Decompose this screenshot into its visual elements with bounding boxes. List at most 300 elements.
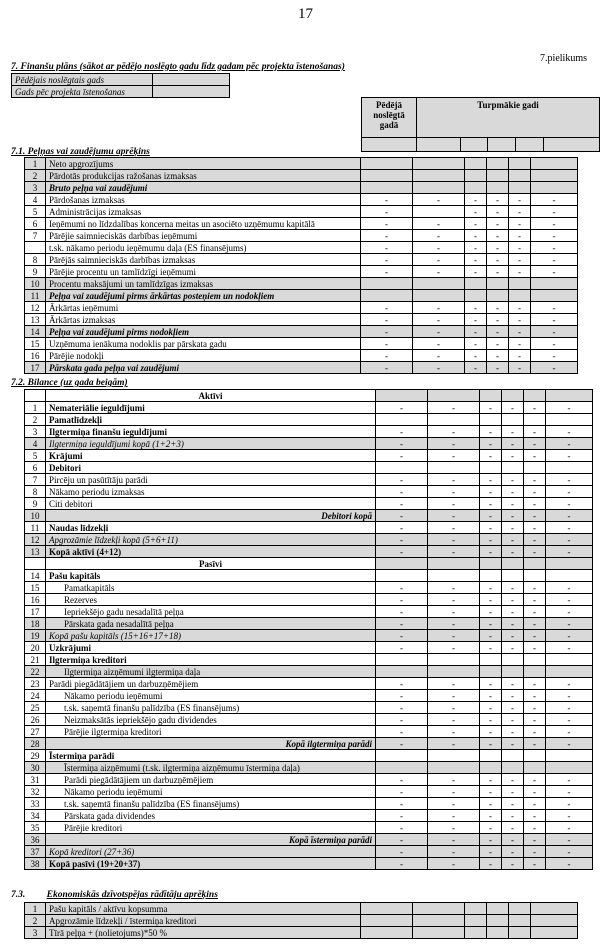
value-cell[interactable] (376, 414, 428, 426)
value-cell[interactable] (524, 570, 546, 582)
value-cell[interactable]: - (546, 522, 593, 534)
value-cell[interactable]: - (428, 450, 480, 462)
value-cell[interactable] (487, 170, 509, 182)
value-cell[interactable]: - (428, 846, 480, 858)
value-cell[interactable] (509, 182, 531, 194)
value-cell[interactable]: - (502, 474, 524, 486)
value-cell[interactable]: - (487, 242, 509, 254)
value-cell[interactable] (509, 927, 531, 939)
value-cell[interactable]: - (413, 218, 465, 230)
value-cell[interactable]: - (428, 714, 480, 726)
value-cell[interactable]: - (376, 738, 428, 750)
value-cell[interactable]: - (524, 630, 546, 642)
value-cell[interactable] (465, 182, 487, 194)
value-cell[interactable]: - (502, 786, 524, 798)
value-cell[interactable]: - (546, 546, 593, 558)
value-cell[interactable] (361, 158, 413, 170)
value-cell[interactable]: - (428, 510, 480, 522)
value-cell[interactable]: - (502, 834, 524, 846)
value-cell[interactable]: - (413, 194, 465, 206)
value-cell[interactable]: - (509, 254, 531, 266)
value-cell[interactable]: - (480, 714, 502, 726)
value-cell[interactable]: - (376, 582, 428, 594)
value-cell[interactable]: - (480, 498, 502, 510)
value-cell[interactable]: - (465, 326, 487, 338)
value-cell[interactable]: - (509, 314, 531, 326)
value-cell[interactable]: - (480, 810, 502, 822)
value-cell[interactable] (428, 462, 480, 474)
value-cell[interactable]: - (376, 426, 428, 438)
value-cell[interactable]: - (502, 486, 524, 498)
value-cell[interactable]: - (524, 474, 546, 486)
value-cell[interactable]: - (376, 690, 428, 702)
value-cell[interactable]: - (376, 450, 428, 462)
value-cell[interactable] (376, 762, 428, 774)
value-cell[interactable] (487, 903, 509, 915)
value-cell[interactable]: - (524, 858, 546, 870)
value-cell[interactable]: - (524, 810, 546, 822)
value-cell[interactable] (502, 762, 524, 774)
value-cell[interactable]: - (465, 254, 487, 266)
value-cell[interactable]: - (524, 594, 546, 606)
value-cell[interactable]: - (487, 338, 509, 350)
value-cell[interactable]: - (428, 786, 480, 798)
value-cell[interactable] (524, 654, 546, 666)
value-cell[interactable] (376, 666, 428, 678)
value-cell[interactable]: - (376, 822, 428, 834)
value-cell[interactable]: - (361, 326, 413, 338)
value-cell[interactable]: - (428, 618, 480, 630)
value-cell[interactable]: - (428, 498, 480, 510)
value-cell[interactable]: - (428, 834, 480, 846)
value-cell[interactable] (428, 666, 480, 678)
value-cell[interactable]: - (428, 606, 480, 618)
value-cell[interactable]: - (480, 858, 502, 870)
value-cell[interactable]: - (428, 702, 480, 714)
value-cell[interactable]: - (480, 846, 502, 858)
value-cell[interactable] (480, 750, 502, 762)
value-cell[interactable]: - (428, 522, 480, 534)
value-cell[interactable]: - (509, 206, 531, 218)
value-cell[interactable]: - (546, 798, 593, 810)
value-cell[interactable] (376, 570, 428, 582)
value-cell[interactable]: - (524, 690, 546, 702)
value-cell[interactable] (487, 278, 509, 290)
value-cell[interactable]: - (509, 302, 531, 314)
value-cell[interactable]: - (361, 230, 413, 242)
value-cell[interactable]: - (428, 774, 480, 786)
value-cell[interactable]: - (487, 254, 509, 266)
value-cell[interactable]: - (531, 230, 578, 242)
value-cell[interactable] (413, 927, 465, 939)
value-cell[interactable] (487, 158, 509, 170)
value-cell[interactable]: - (480, 702, 502, 714)
value-cell[interactable]: - (531, 362, 578, 374)
value-cell[interactable]: - (413, 266, 465, 278)
value-cell[interactable]: - (361, 302, 413, 314)
value-cell[interactable] (428, 762, 480, 774)
value-cell[interactable]: - (376, 774, 428, 786)
value-cell[interactable]: - (413, 254, 465, 266)
value-cell[interactable]: - (487, 206, 509, 218)
value-cell[interactable]: - (413, 314, 465, 326)
value-cell[interactable]: - (428, 642, 480, 654)
value-cell[interactable]: - (524, 702, 546, 714)
value-cell[interactable]: - (465, 194, 487, 206)
value-cell[interactable]: - (502, 690, 524, 702)
value-cell[interactable] (524, 666, 546, 678)
value-cell[interactable]: - (546, 474, 593, 486)
value-cell[interactable]: - (428, 858, 480, 870)
value-cell[interactable]: - (361, 218, 413, 230)
value-cell[interactable]: - (361, 338, 413, 350)
value-cell[interactable]: - (376, 702, 428, 714)
value-cell[interactable]: - (546, 582, 593, 594)
value-cell[interactable]: - (376, 522, 428, 534)
value-cell[interactable]: - (531, 242, 578, 254)
value-cell[interactable] (531, 170, 578, 182)
value-cell[interactable]: - (524, 798, 546, 810)
value-cell[interactable] (531, 915, 578, 927)
value-cell[interactable]: - (524, 786, 546, 798)
value-cell[interactable]: - (428, 426, 480, 438)
value-cell[interactable]: - (524, 606, 546, 618)
value-cell[interactable]: - (480, 546, 502, 558)
value-cell[interactable]: - (509, 230, 531, 242)
value-cell[interactable] (465, 170, 487, 182)
value-cell[interactable] (413, 903, 465, 915)
value-cell[interactable] (413, 278, 465, 290)
value-cell[interactable]: - (376, 606, 428, 618)
value-cell[interactable]: - (502, 618, 524, 630)
value-cell[interactable] (480, 414, 502, 426)
value-cell[interactable]: - (546, 642, 593, 654)
value-cell[interactable]: - (524, 486, 546, 498)
value-cell[interactable] (546, 414, 593, 426)
value-cell[interactable]: - (465, 206, 487, 218)
value-cell[interactable]: - (546, 510, 593, 522)
value-cell[interactable]: - (428, 810, 480, 822)
value-cell[interactable] (480, 570, 502, 582)
value-cell[interactable]: - (428, 474, 480, 486)
value-cell[interactable]: - (376, 510, 428, 522)
value-cell[interactable]: - (509, 218, 531, 230)
value-cell[interactable] (465, 290, 487, 302)
value-cell[interactable]: - (502, 582, 524, 594)
value-cell[interactable]: - (546, 630, 593, 642)
value-cell[interactable]: - (376, 678, 428, 690)
value-cell[interactable]: - (428, 402, 480, 414)
value-cell[interactable]: - (509, 350, 531, 362)
value-cell[interactable]: - (376, 618, 428, 630)
value-cell[interactable]: - (524, 834, 546, 846)
value-cell[interactable] (487, 290, 509, 302)
value-cell[interactable]: - (524, 438, 546, 450)
value-cell[interactable]: - (480, 642, 502, 654)
value-cell[interactable]: - (428, 690, 480, 702)
value-cell[interactable]: - (531, 338, 578, 350)
value-cell[interactable]: - (376, 714, 428, 726)
value-cell[interactable] (361, 170, 413, 182)
value-cell[interactable] (413, 182, 465, 194)
value-cell[interactable]: - (480, 450, 502, 462)
value-cell[interactable]: - (428, 594, 480, 606)
value-cell[interactable]: - (361, 314, 413, 326)
value-cell[interactable]: - (480, 594, 502, 606)
value-cell[interactable]: - (413, 326, 465, 338)
value-cell[interactable] (413, 915, 465, 927)
value-cell[interactable] (361, 927, 413, 939)
value-cell[interactable]: - (480, 786, 502, 798)
value-cell[interactable] (480, 654, 502, 666)
value-cell[interactable] (428, 570, 480, 582)
value-cell[interactable] (465, 915, 487, 927)
value-cell[interactable] (546, 654, 593, 666)
value-cell[interactable]: - (480, 822, 502, 834)
value-cell[interactable]: - (480, 510, 502, 522)
value-cell[interactable]: - (502, 498, 524, 510)
value-cell[interactable] (509, 158, 531, 170)
value-cell[interactable]: - (480, 618, 502, 630)
value-cell[interactable]: - (376, 594, 428, 606)
value-cell[interactable]: - (465, 218, 487, 230)
value-cell[interactable]: - (376, 834, 428, 846)
value-cell[interactable]: - (502, 606, 524, 618)
value-cell[interactable]: - (546, 846, 593, 858)
value-cell[interactable] (361, 903, 413, 915)
value-cell[interactable] (413, 290, 465, 302)
value-cell[interactable] (376, 462, 428, 474)
value-cell[interactable] (546, 462, 593, 474)
value-cell[interactable]: - (465, 266, 487, 278)
value-cell[interactable]: - (502, 798, 524, 810)
value-cell[interactable]: - (524, 726, 546, 738)
value-cell[interactable]: - (376, 858, 428, 870)
value-cell[interactable] (509, 170, 531, 182)
value-cell[interactable]: - (546, 810, 593, 822)
value-cell[interactable]: - (524, 738, 546, 750)
value-cell[interactable]: - (480, 426, 502, 438)
value-cell[interactable] (502, 462, 524, 474)
value-cell[interactable]: - (428, 738, 480, 750)
value-cell[interactable]: - (413, 302, 465, 314)
value-cell[interactable]: - (502, 714, 524, 726)
value-cell[interactable]: - (502, 450, 524, 462)
value-cell[interactable]: - (524, 402, 546, 414)
value-cell[interactable] (531, 290, 578, 302)
value-cell[interactable]: - (531, 206, 578, 218)
value-cell[interactable]: - (361, 350, 413, 362)
value-cell[interactable] (480, 462, 502, 474)
value-cell[interactable]: - (524, 618, 546, 630)
value-cell[interactable]: - (480, 402, 502, 414)
value-cell[interactable]: - (502, 426, 524, 438)
value-cell[interactable] (413, 206, 465, 218)
value-cell[interactable]: - (509, 326, 531, 338)
value-cell[interactable]: - (546, 774, 593, 786)
value-cell[interactable]: - (480, 834, 502, 846)
value-cell[interactable]: - (546, 402, 593, 414)
value-cell[interactable]: - (361, 266, 413, 278)
value-cell[interactable]: - (502, 774, 524, 786)
value-cell[interactable]: - (502, 510, 524, 522)
value-cell[interactable]: - (480, 738, 502, 750)
value-cell[interactable]: - (502, 630, 524, 642)
value-cell[interactable]: - (531, 254, 578, 266)
value-cell[interactable] (413, 158, 465, 170)
value-cell[interactable]: - (546, 714, 593, 726)
value-cell[interactable] (376, 654, 428, 666)
value-cell[interactable]: - (502, 846, 524, 858)
value-cell[interactable]: - (524, 678, 546, 690)
value-cell[interactable]: - (509, 362, 531, 374)
value-cell[interactable]: - (376, 474, 428, 486)
value-cell[interactable]: - (531, 314, 578, 326)
value-cell[interactable]: - (524, 642, 546, 654)
value-cell[interactable] (524, 762, 546, 774)
value-cell[interactable]: - (546, 534, 593, 546)
value-cell[interactable] (361, 915, 413, 927)
value-cell[interactable]: - (509, 338, 531, 350)
value-cell[interactable]: - (487, 314, 509, 326)
value-cell[interactable]: - (480, 774, 502, 786)
value-cell[interactable]: - (361, 242, 413, 254)
value-cell[interactable] (546, 666, 593, 678)
value-cell[interactable] (376, 750, 428, 762)
value-cell[interactable] (480, 666, 502, 678)
value-cell[interactable]: - (546, 834, 593, 846)
value-cell[interactable]: - (361, 194, 413, 206)
value-cell[interactable]: - (546, 486, 593, 498)
value-cell[interactable] (509, 915, 531, 927)
value-cell[interactable] (531, 927, 578, 939)
value-cell[interactable]: - (502, 858, 524, 870)
value-cell[interactable] (465, 158, 487, 170)
value-cell[interactable]: - (502, 402, 524, 414)
value-cell[interactable]: - (531, 350, 578, 362)
value-cell[interactable]: - (502, 594, 524, 606)
value-cell[interactable]: - (413, 362, 465, 374)
value-cell[interactable]: - (376, 846, 428, 858)
value-cell[interactable] (531, 182, 578, 194)
value-cell[interactable]: - (502, 702, 524, 714)
value-cell[interactable]: - (531, 302, 578, 314)
value-cell[interactable]: - (487, 194, 509, 206)
value-cell[interactable]: - (480, 534, 502, 546)
value-cell[interactable] (480, 762, 502, 774)
value-cell[interactable] (428, 654, 480, 666)
value-cell[interactable]: - (428, 582, 480, 594)
value-cell[interactable]: - (376, 486, 428, 498)
value-cell[interactable]: - (524, 846, 546, 858)
value-cell[interactable]: - (524, 510, 546, 522)
value-cell[interactable] (361, 278, 413, 290)
value-cell[interactable] (546, 750, 593, 762)
value-cell[interactable]: - (531, 266, 578, 278)
value-cell[interactable]: - (480, 678, 502, 690)
value-cell[interactable]: - (502, 822, 524, 834)
value-cell[interactable]: - (487, 230, 509, 242)
value-cell[interactable]: - (413, 350, 465, 362)
value-cell[interactable]: - (487, 350, 509, 362)
value-cell[interactable]: - (376, 402, 428, 414)
value-cell[interactable]: - (524, 498, 546, 510)
value-cell[interactable]: - (531, 326, 578, 338)
value-cell[interactable]: - (487, 302, 509, 314)
value-cell[interactable]: - (524, 546, 546, 558)
value-cell[interactable] (531, 903, 578, 915)
value-cell[interactable]: - (428, 486, 480, 498)
value-cell[interactable]: - (546, 726, 593, 738)
value-cell[interactable] (509, 903, 531, 915)
value-cell[interactable] (509, 290, 531, 302)
value-cell[interactable]: - (524, 522, 546, 534)
value-cell[interactable]: - (524, 714, 546, 726)
value-cell[interactable] (502, 654, 524, 666)
value-cell[interactable]: - (428, 678, 480, 690)
info-value[interactable] (153, 74, 230, 86)
value-cell[interactable]: - (465, 302, 487, 314)
value-cell[interactable]: - (546, 858, 593, 870)
value-cell[interactable]: - (546, 426, 593, 438)
value-cell[interactable]: - (487, 218, 509, 230)
value-cell[interactable]: - (524, 534, 546, 546)
value-cell[interactable]: - (480, 690, 502, 702)
value-cell[interactable]: - (546, 678, 593, 690)
value-cell[interactable] (531, 158, 578, 170)
value-cell[interactable]: - (480, 438, 502, 450)
value-cell[interactable] (546, 762, 593, 774)
info-value[interactable] (153, 86, 230, 98)
value-cell[interactable]: - (531, 194, 578, 206)
value-cell[interactable]: - (480, 486, 502, 498)
value-cell[interactable] (502, 750, 524, 762)
value-cell[interactable]: - (376, 438, 428, 450)
value-cell[interactable]: - (480, 522, 502, 534)
value-cell[interactable]: - (509, 266, 531, 278)
value-cell[interactable]: - (376, 534, 428, 546)
value-cell[interactable]: - (465, 314, 487, 326)
value-cell[interactable]: - (502, 738, 524, 750)
value-cell[interactable] (361, 290, 413, 302)
value-cell[interactable]: - (502, 726, 524, 738)
value-cell[interactable]: - (531, 218, 578, 230)
value-cell[interactable]: - (376, 546, 428, 558)
value-cell[interactable]: - (546, 438, 593, 450)
value-cell[interactable]: - (546, 786, 593, 798)
value-cell[interactable]: - (509, 242, 531, 254)
value-cell[interactable] (487, 915, 509, 927)
value-cell[interactable] (524, 750, 546, 762)
value-cell[interactable]: - (546, 690, 593, 702)
value-cell[interactable]: - (361, 362, 413, 374)
value-cell[interactable]: - (502, 534, 524, 546)
value-cell[interactable]: - (413, 338, 465, 350)
value-cell[interactable] (487, 927, 509, 939)
value-cell[interactable]: - (480, 630, 502, 642)
value-cell[interactable]: - (376, 642, 428, 654)
value-cell[interactable]: - (480, 582, 502, 594)
value-cell[interactable]: - (546, 822, 593, 834)
value-cell[interactable]: - (428, 534, 480, 546)
value-cell[interactable]: - (361, 206, 413, 218)
value-cell[interactable]: - (502, 438, 524, 450)
value-cell[interactable]: - (524, 774, 546, 786)
value-cell[interactable]: - (524, 426, 546, 438)
value-cell[interactable]: - (546, 594, 593, 606)
value-cell[interactable]: - (465, 338, 487, 350)
value-cell[interactable]: - (502, 546, 524, 558)
